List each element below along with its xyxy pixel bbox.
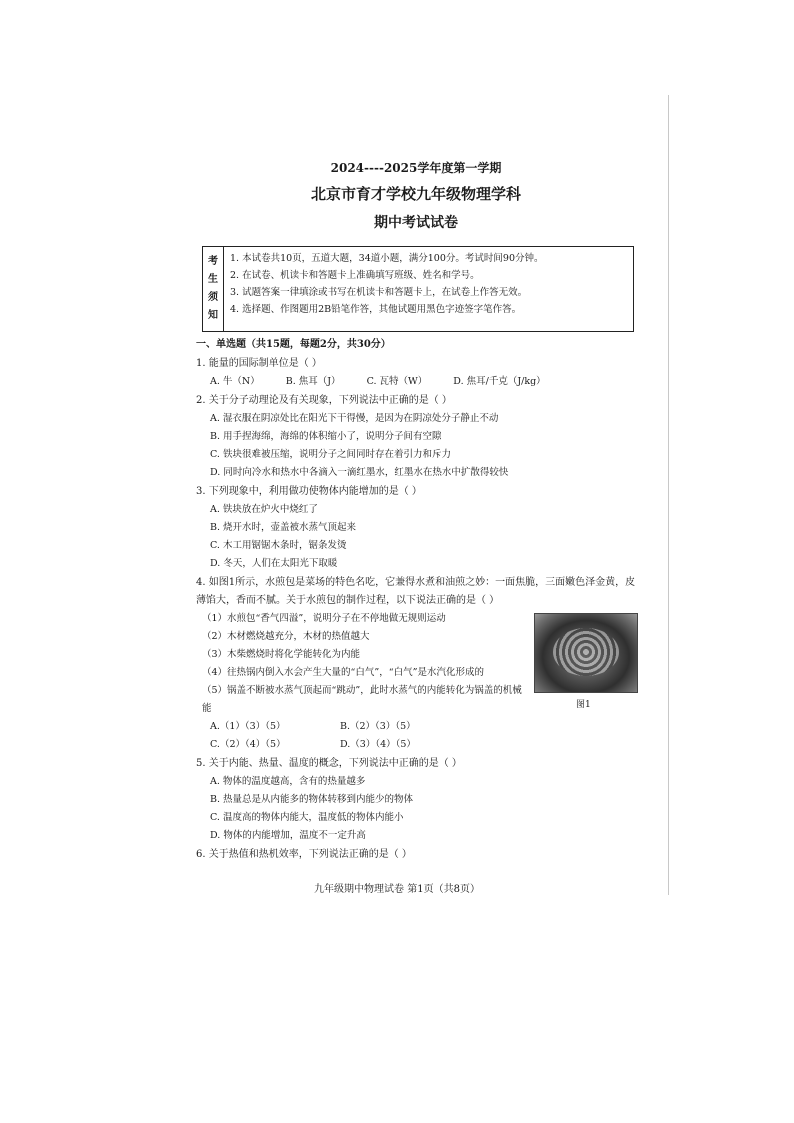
option-c: C. 铁块很难被压缩，说明分子之间同时存在着引力和斥力 bbox=[210, 449, 451, 460]
option-c: C. 温度高的物体内能大，温度低的物体内能小 bbox=[210, 812, 404, 823]
option-a: A. 湿衣服在阴凉处比在阳光下干得慢，是因为在阴凉处分子静止不动 bbox=[210, 413, 499, 424]
notice-label bbox=[203, 247, 224, 331]
page-footer: 九年级期中物理试卷 第1页（共8页） bbox=[314, 884, 480, 895]
notice-item: 3. 试题答案一律填涂或书写在机读卡和答题卡上，在试卷上作答无效。 bbox=[230, 287, 528, 298]
notice-item: 1. 本试卷共10页，五道大题，34道小题，满分100分。考试时间90分钟。 bbox=[230, 253, 544, 264]
option-c: C. 瓦特（W） bbox=[366, 376, 428, 387]
exam-notice-box bbox=[202, 246, 634, 332]
notice-label-char: 考 bbox=[208, 256, 218, 267]
question-stem: 2. 关于分子动理论及有关现象，下列说法中正确的是（ ） bbox=[196, 395, 452, 406]
question-2 bbox=[196, 392, 636, 482]
notice-label-char: 知 bbox=[208, 310, 218, 321]
option-b: B.（2）（3）（5） bbox=[340, 721, 416, 732]
option-d: D. 冬天，人们在太阳光下取暖 bbox=[210, 558, 338, 569]
question-options bbox=[196, 373, 636, 391]
page-edge-line bbox=[668, 95, 669, 895]
question-5 bbox=[196, 755, 636, 845]
question-4-body bbox=[196, 610, 636, 718]
option-c: C.（2）（4）（5） bbox=[210, 739, 286, 750]
question-6 bbox=[196, 846, 636, 864]
notice-item: 4. 选择题、作图题用2B铅笔作答，其他试题用黑色字迹签字笔作答。 bbox=[230, 304, 522, 315]
term-title: 2024----2025学年度第一学期 bbox=[330, 161, 502, 175]
question-1 bbox=[196, 355, 636, 391]
option-b: B. 用手捏海绵，海绵的体积缩小了，说明分子间有空隙 bbox=[210, 431, 442, 442]
option-c: C. 木工用锯锯木条时，锯条发烫 bbox=[210, 540, 347, 551]
question-stem: 3. 下列现象中，利用做功使物体内能增加的是（ ） bbox=[196, 486, 422, 497]
notice-label-char: 须 bbox=[208, 292, 218, 303]
question-stem: 4. 如图1所示，水煎包是菜场的特色名吃，它兼得水煮和油煎之妙：一面焦脆，三面嫩色泽金黄，皮薄馅大，香而不腻。关于水煎包的制作过程，以下说法正确的是（ ） bbox=[196, 577, 636, 606]
exam-page bbox=[196, 150, 636, 864]
school-title: 北京市育才学校九年级物理学科 bbox=[310, 185, 521, 203]
statement-4: （4）往热锅内倒入水会产生大量的“白气”，“白气”是水汽化形成的 bbox=[202, 667, 484, 678]
question-stem: 1. 能量的国际制单位是（ ） bbox=[196, 358, 322, 369]
question-stem: 5. 关于内能、热量、温度的概念，下列说法中正确的是（ ） bbox=[196, 758, 462, 769]
option-d: D. 物体的内能增加，温度不一定升高 bbox=[210, 830, 366, 841]
question-3 bbox=[196, 483, 636, 573]
statement-2: （2）木材燃烧越充分，木材的热值越大 bbox=[202, 631, 370, 642]
figure-1-photo bbox=[534, 613, 638, 693]
option-d: D.（3）（4）（5） bbox=[340, 739, 416, 750]
exam-title: 期中考试试卷 bbox=[374, 215, 458, 231]
statement-1: （1）水煎包“香气四溢”，说明分子在不停地做无规则运动 bbox=[202, 613, 446, 624]
notice-label-char: 生 bbox=[208, 274, 218, 285]
option-d: D. 焦耳/千克（J/kg） bbox=[453, 376, 546, 387]
question-stem: 6. 关于热值和热机效率，下列说法正确的是（ ） bbox=[196, 849, 412, 860]
section-heading: 一、单选题（共15题，每题2分，共30分） bbox=[196, 339, 391, 350]
option-d: D. 同时向冷水和热水中各滴入一滴红墨水，红墨水在热水中扩散得较快 bbox=[210, 467, 509, 478]
question-4 bbox=[196, 574, 636, 754]
option-b: B. 热量总是从内能多的物体转移到内能少的物体 bbox=[210, 794, 414, 805]
figure-caption: 图1 bbox=[576, 700, 591, 710]
option-a: A.（1）（3）（5） bbox=[210, 721, 286, 732]
option-a: A. 铁块放在炉火中烧红了 bbox=[210, 504, 318, 515]
notice-item: 2. 在试卷、机读卡和答题卡上准确填写班级、姓名和学号。 bbox=[230, 270, 480, 281]
option-b: B. 焦耳（J） bbox=[285, 376, 341, 387]
option-a: A. 牛（N） bbox=[210, 376, 260, 387]
question-options bbox=[196, 718, 636, 754]
option-b: B. 烧开水时，壶盖被水蒸气顶起来 bbox=[210, 522, 357, 533]
option-a: A. 物体的温度越高，含有的热量越多 bbox=[210, 776, 366, 787]
statement-3: （3）木柴燃烧时将化学能转化为内能 bbox=[202, 649, 361, 660]
notice-list bbox=[224, 247, 633, 331]
statement-5: （5）锅盖不断被水蒸气顶起而“跳动”，此时水蒸气的内能转化为锅盖的机械能 bbox=[202, 685, 522, 714]
